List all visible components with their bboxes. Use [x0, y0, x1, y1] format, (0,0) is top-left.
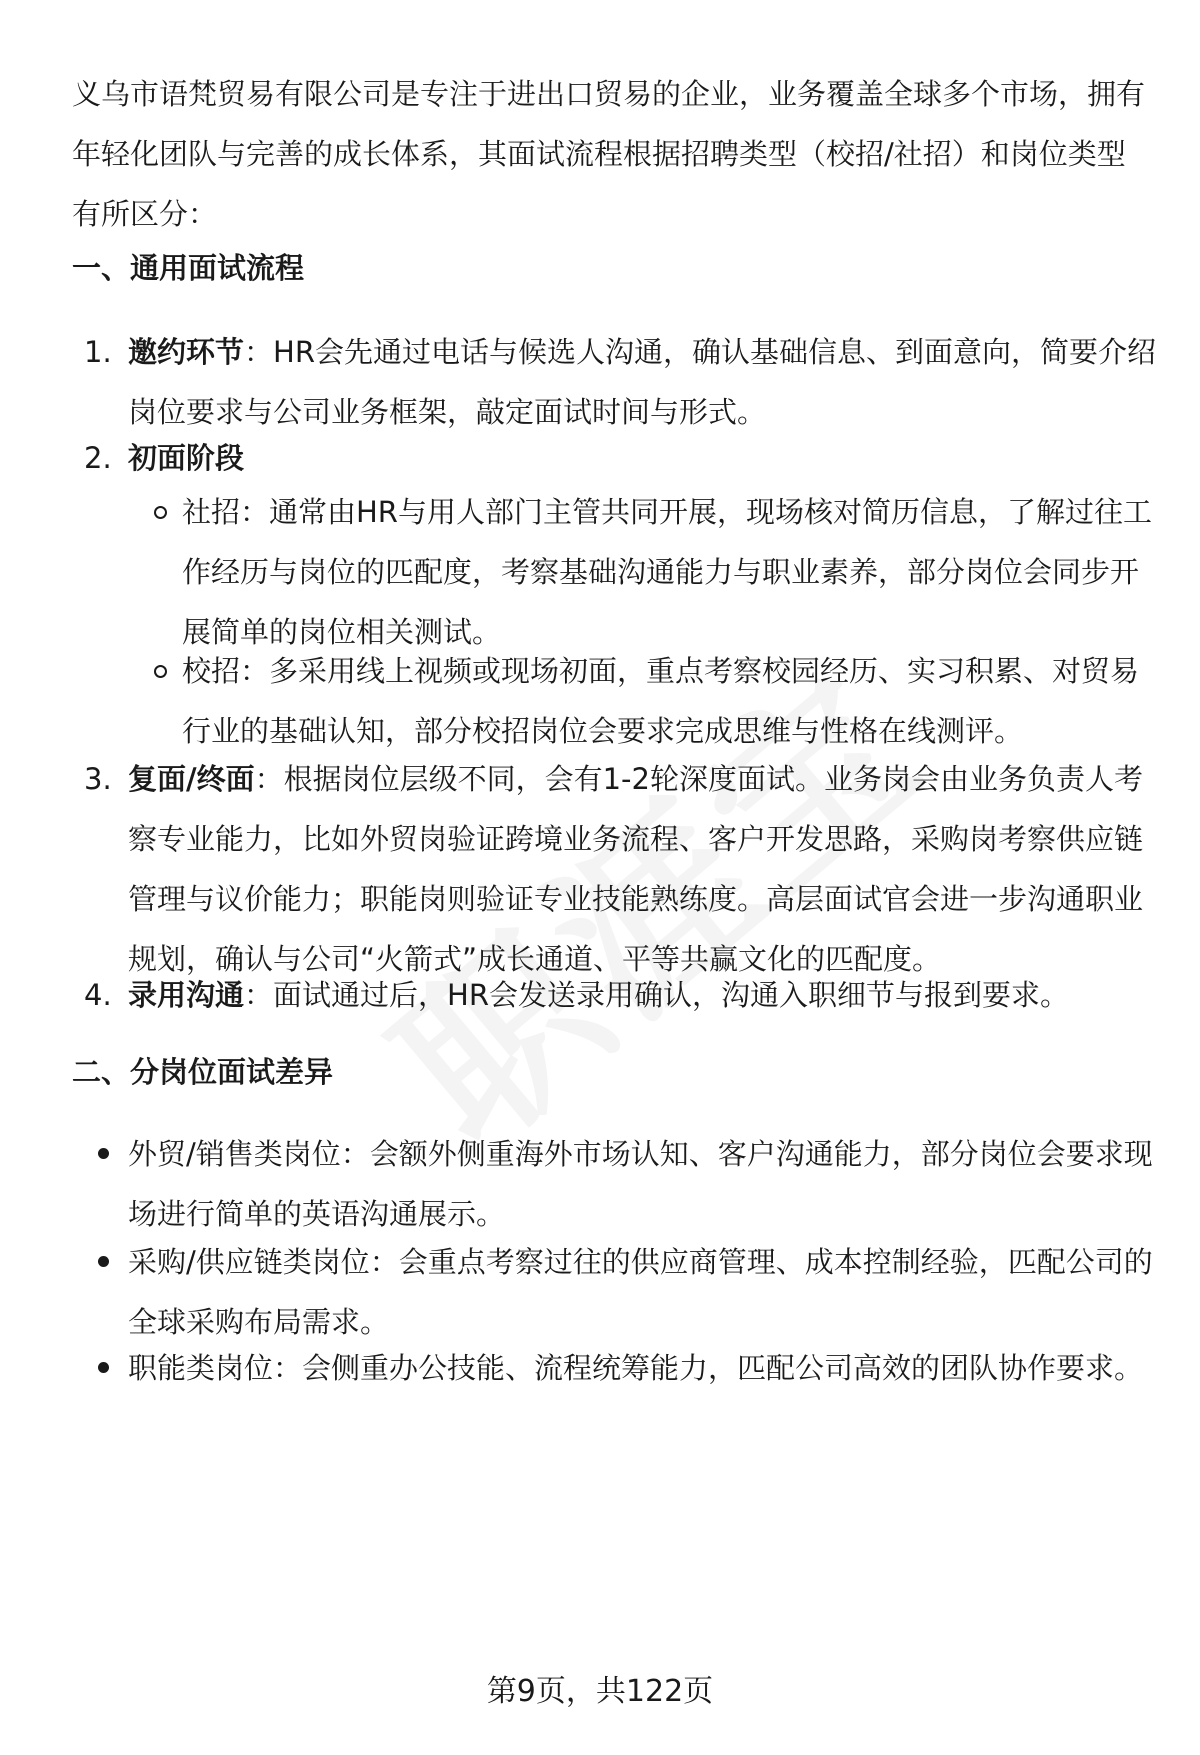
bullet-dot-icon — [98, 1148, 109, 1159]
item-label: 录用沟通 — [128, 978, 245, 1012]
sub-list-item — [182, 482, 1152, 662]
item-label: 初面阶段 — [128, 441, 245, 475]
list-number: 2. — [84, 441, 112, 475]
bullet-item — [128, 1124, 1158, 1244]
list-item — [84, 965, 1158, 1025]
item-label: 邀约环节 — [128, 335, 245, 369]
sub-item-text: 校招：多采用线上视频或现场初面，重点考察校园经历、实习积累、对贸易行业的基础认知，部分校招岗位会要求完成思维与性格在线测评。 — [182, 654, 1140, 748]
section-heading-role-differences: 二、分岗位面试差异 — [72, 1055, 334, 1089]
bullet-dot-icon — [98, 1256, 109, 1267]
section-heading-general-process: 一、通用面试流程 — [72, 251, 305, 285]
item-text: ：面试通过后，HR会发送录用确认，沟通入职细节与报到要求。 — [244, 978, 1069, 1012]
bullet-text: 采购/供应链类岗位：会重点考察过往的供应商管理、成本控制经验，匹配公司的全球采购布局需求。 — [128, 1245, 1153, 1339]
sub-item-text: 社招：通常由HR与用人部门主管共同开展，现场核对简历信息，了解过往工作经历与岗位的匹配度，考察基础沟通能力与职业素养，部分岗位会同步开展简单的岗位相关测试。 — [182, 495, 1152, 649]
list-number: 1. — [84, 335, 112, 369]
circle-bullet-icon — [154, 506, 167, 519]
intro-paragraph: 义乌市语梵贸易有限公司是专注于进出口贸易的企业，业务覆盖全球多个市场，拥有年轻化团队与完善的成长体系，其面试流程根据招聘类型（校招/社招）和岗位类型有所区分： — [72, 77, 1146, 231]
bullet-text: 职能类岗位：会侧重办公技能、流程统筹能力，匹配公司高效的团队协作要求。 — [128, 1351, 1144, 1385]
bullet-item — [128, 1338, 1158, 1398]
sub-list-item — [182, 641, 1152, 761]
page-number-footer: 第9页，共122页 — [486, 1674, 714, 1709]
bullet-item — [128, 1232, 1158, 1352]
item-text: ：HR会先通过电话与候选人沟通，确认基础信息、到面意向，简要介绍岗位要求与公司业务框架，敲定面试时间与形式。 — [128, 335, 1156, 429]
circle-bullet-icon — [154, 665, 167, 678]
list-item — [84, 428, 1158, 488]
bullet-text: 外贸/销售类岗位：会额外侧重海外市场认知、客户沟通能力，部分岗位会要求现场进行简单的英语沟通展示。 — [128, 1137, 1153, 1231]
item-label: 复面/终面 — [128, 762, 255, 796]
bullet-dot-icon — [98, 1362, 109, 1373]
item-text: ：根据岗位层级不同，会有1-2轮深度面试。业务岗会由业务负责人考察专业能力，比如外贸岗验证跨境业务流程、客户开发思路，采购岗考察供应链管理与议价能力；职能岗则验证专业技能熟练度。高层面试官会进一步沟通职业规划，确认与公司“火箭式”成长通道、平等共赢文化的匹配度。 — [128, 762, 1144, 976]
list-number: 4. — [84, 978, 112, 1012]
list-number: 3. — [84, 762, 112, 796]
list-item — [84, 322, 1158, 442]
list-item — [84, 749, 1158, 989]
